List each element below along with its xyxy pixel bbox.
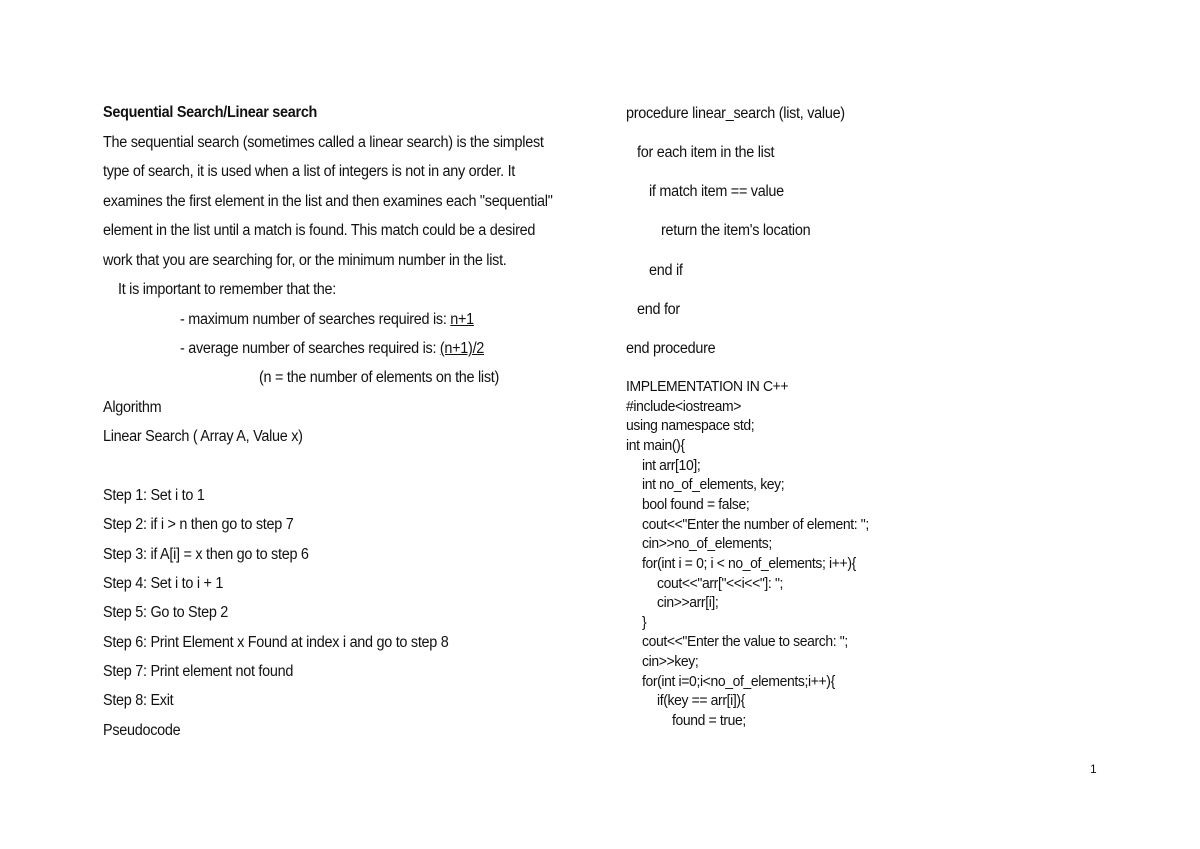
algorithm-step: Step 1: Set i to 1 xyxy=(103,487,205,504)
intro-line: examines the first element in the list and then examines each "sequential" xyxy=(103,193,553,210)
code-line: int no_of_elements, key; xyxy=(642,476,785,493)
pseudocode-line: for each item in the list xyxy=(637,144,775,161)
code-line: int arr[10]; xyxy=(642,457,701,474)
avg-searches xyxy=(180,339,484,359)
intro-line: type of search, it is used when a list of integers is not in any order. It xyxy=(103,163,516,180)
remember-note: It is important to remember that the: xyxy=(118,281,337,298)
code-line: for(int i = 0; i < no_of_elements; i++){ xyxy=(642,555,856,572)
pseudocode-line: return the item's location xyxy=(661,222,811,239)
algorithm-step: Step 3: if A[i] = x then go to step 6 xyxy=(103,546,309,563)
pseudocode-line: if match item == value xyxy=(649,183,784,200)
algorithm-step: Step 8: Exit xyxy=(103,692,174,709)
code-line: cin>>no_of_elements; xyxy=(642,535,772,552)
max-searches-label: - maximum number of searches required is: xyxy=(180,311,451,328)
code-line: cout<<"Enter the value to search: "; xyxy=(642,633,848,650)
code-line: using namespace std; xyxy=(626,417,755,434)
code-line: if(key == arr[i]){ xyxy=(657,692,745,709)
pseudocode-line: end procedure xyxy=(626,340,716,357)
algorithm-step: Step 2: if i > n then go to step 7 xyxy=(103,516,294,533)
code-line: cin>>arr[i]; xyxy=(657,594,719,611)
intro-line: The sequential search (sometimes called a linear search) is the simplest xyxy=(103,134,544,151)
code-line: cout<<"arr["<<i<<"]: "; xyxy=(657,575,784,592)
implementation-heading: IMPLEMENTATION IN C++ xyxy=(626,378,789,395)
code-line: for(int i=0;i<no_of_elements;i++){ xyxy=(642,673,835,690)
pseudocode-line: procedure linear_search (list, value) xyxy=(626,105,845,122)
n-note: (n = the number of elements on the list) xyxy=(259,369,500,386)
max-searches-value: n+1 xyxy=(450,311,474,328)
algorithm-step: Step 7: Print element not found xyxy=(103,663,294,680)
code-line: int main(){ xyxy=(626,437,685,454)
avg-searches-label: - average number of searches required is: xyxy=(180,340,440,357)
max-searches xyxy=(180,310,474,330)
code-line: cout<<"Enter the number of element: "; xyxy=(642,516,869,533)
avg-searches-value: (n+1)/2 xyxy=(439,340,485,357)
code-line: found = true; xyxy=(672,712,746,729)
algorithm-step: Step 6: Print Element x Found at index i and go to step 8 xyxy=(103,634,449,651)
algorithm-signature: Linear Search ( Array A, Value x) xyxy=(103,428,303,445)
code-line: cin>>key; xyxy=(642,653,699,670)
algorithm-heading: Algorithm xyxy=(103,399,162,416)
code-line: bool found = false; xyxy=(642,496,750,513)
page-number: 1 xyxy=(1090,762,1097,776)
algorithm-step: Step 4: Set i to i + 1 xyxy=(103,575,224,592)
code-line: } xyxy=(642,614,647,631)
pseudocode-heading: Pseudocode xyxy=(103,722,181,739)
algorithm-step: Step 5: Go to Step 2 xyxy=(103,604,229,621)
pseudocode-line: end for xyxy=(637,301,680,318)
code-line: #include<iostream> xyxy=(626,398,742,415)
intro-line: work that you are searching for, or the minimum number in the list. xyxy=(103,252,507,269)
intro-line: element in the list until a match is found. This match could be a desired xyxy=(103,222,536,239)
section-title: Sequential Search/Linear search xyxy=(103,104,318,121)
pseudocode-line: end if xyxy=(649,262,683,279)
